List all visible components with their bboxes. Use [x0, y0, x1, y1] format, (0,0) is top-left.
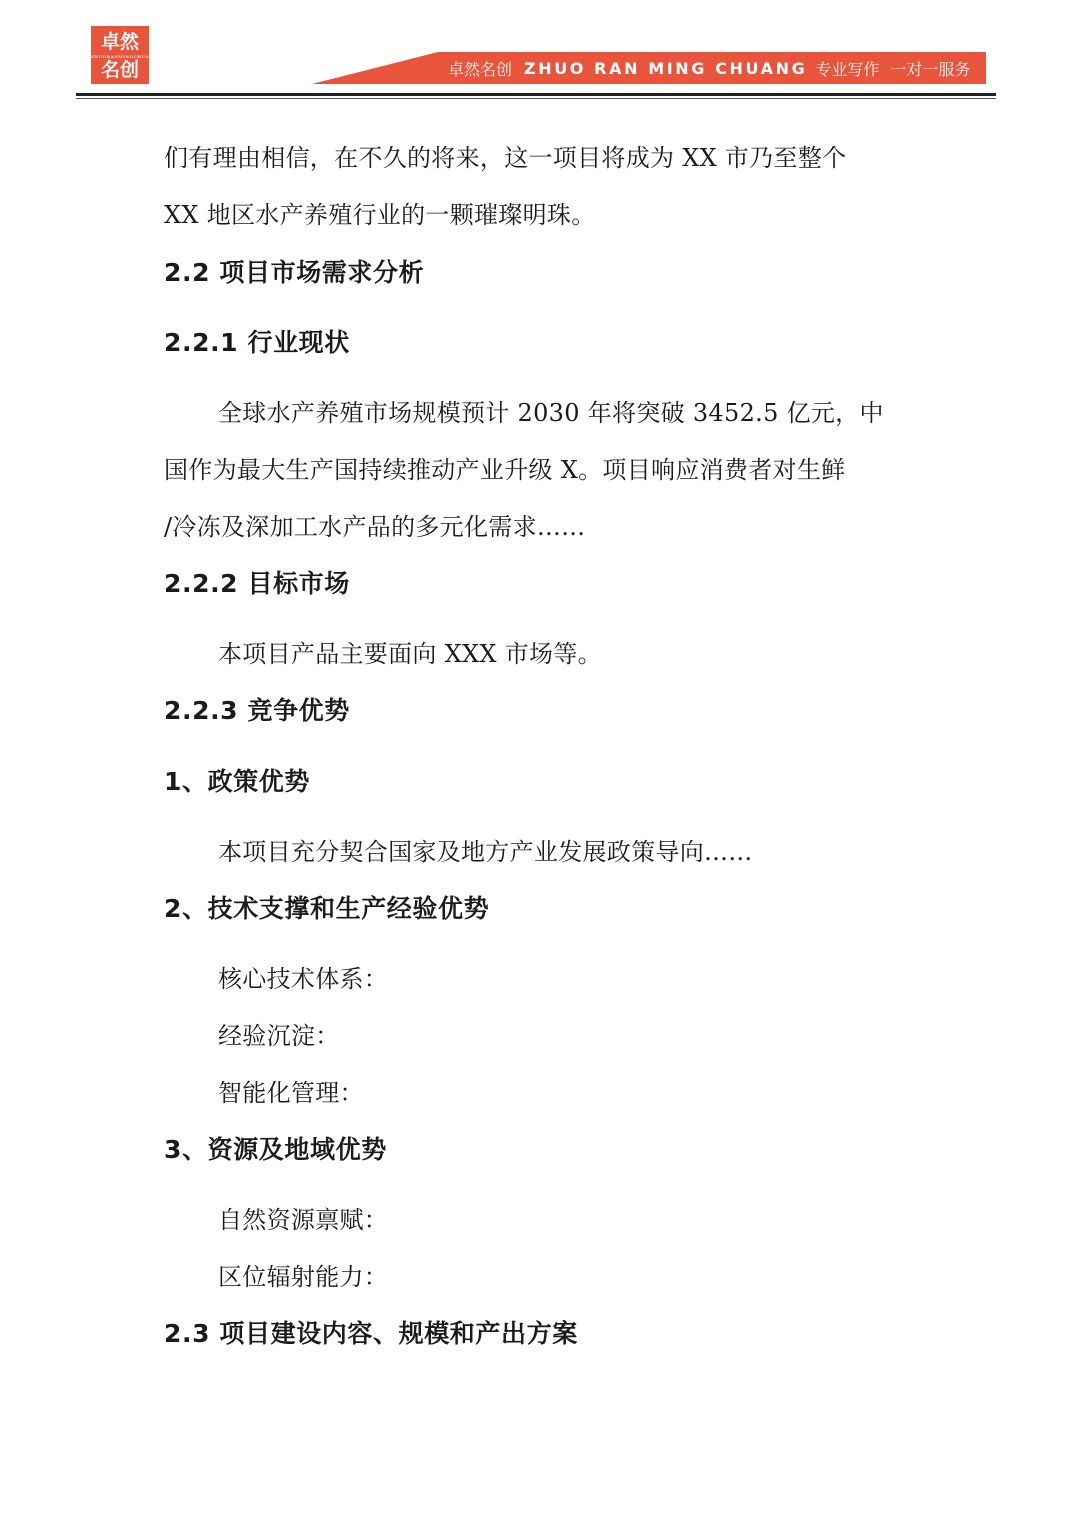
- company-logo: [91, 26, 158, 84]
- header-divider-thick: [76, 93, 996, 96]
- paragraph-line: 本项目产品主要面向 XXX 市场等。: [218, 640, 602, 668]
- banner-slogan: 专业写作 一对一服务: [815, 59, 971, 79]
- section-heading-2-3: 2.3 项目建设内容、规模和产出方案: [164, 1319, 578, 1348]
- subheading-tech-advantage: 2、技术支撑和生产经验优势: [164, 894, 490, 923]
- paragraph-line: XX 地区水产养殖行业的一颗璀璨明珠。: [164, 201, 596, 229]
- paragraph-line: 们有理由相信，在不久的将来，这一项目将成为 XX 市乃至整个: [164, 144, 847, 172]
- paragraph-line: 国作为最大生产国持续推动产业升级 X。项目响应消费者对生鲜: [164, 456, 846, 484]
- logo-line-2: 名创: [100, 59, 139, 81]
- header-banner: [438, 52, 986, 84]
- subheading-resource-advantage: 3、资源及地域优势: [164, 1135, 387, 1164]
- list-item: 自然资源禀赋：: [218, 1206, 389, 1234]
- paragraph-line: /冷冻及深加工水产品的多元化需求……: [164, 513, 586, 541]
- list-item: 核心技术体系：: [218, 965, 389, 993]
- logo-subtitle: ZHUORANMINGCHUANG: [91, 54, 158, 59]
- section-heading-2-2-2: 2.2.2 目标市场: [164, 569, 350, 598]
- section-heading-2-2-1: 2.2.1 行业现状: [164, 328, 350, 357]
- logo-line-1: 卓然: [100, 31, 139, 53]
- list-item: 智能化管理：: [218, 1079, 364, 1107]
- banner-company-cn: 卓然名创: [448, 59, 513, 79]
- list-item: 区位辐射能力：: [218, 1263, 389, 1291]
- banner-company-en: ZHUO RAN MING CHUANG: [524, 58, 808, 78]
- subheading-policy-advantage: 1、政策优势: [164, 767, 310, 796]
- paragraph-line: 本项目充分契合国家及地方产业发展政策导向……: [218, 838, 753, 866]
- section-heading-2-2-3: 2.2.3 竞争优势: [164, 696, 350, 725]
- section-heading-2-2: 2.2 项目市场需求分析: [164, 258, 425, 287]
- list-item: 经验沉淀：: [218, 1022, 340, 1050]
- header-divider-thin: [76, 98, 996, 99]
- paragraph-line: 全球水产养殖市场规模预计 2030 年将突破 3452.5 亿元，中: [218, 399, 884, 427]
- banner-slant-decoration: [312, 52, 438, 84]
